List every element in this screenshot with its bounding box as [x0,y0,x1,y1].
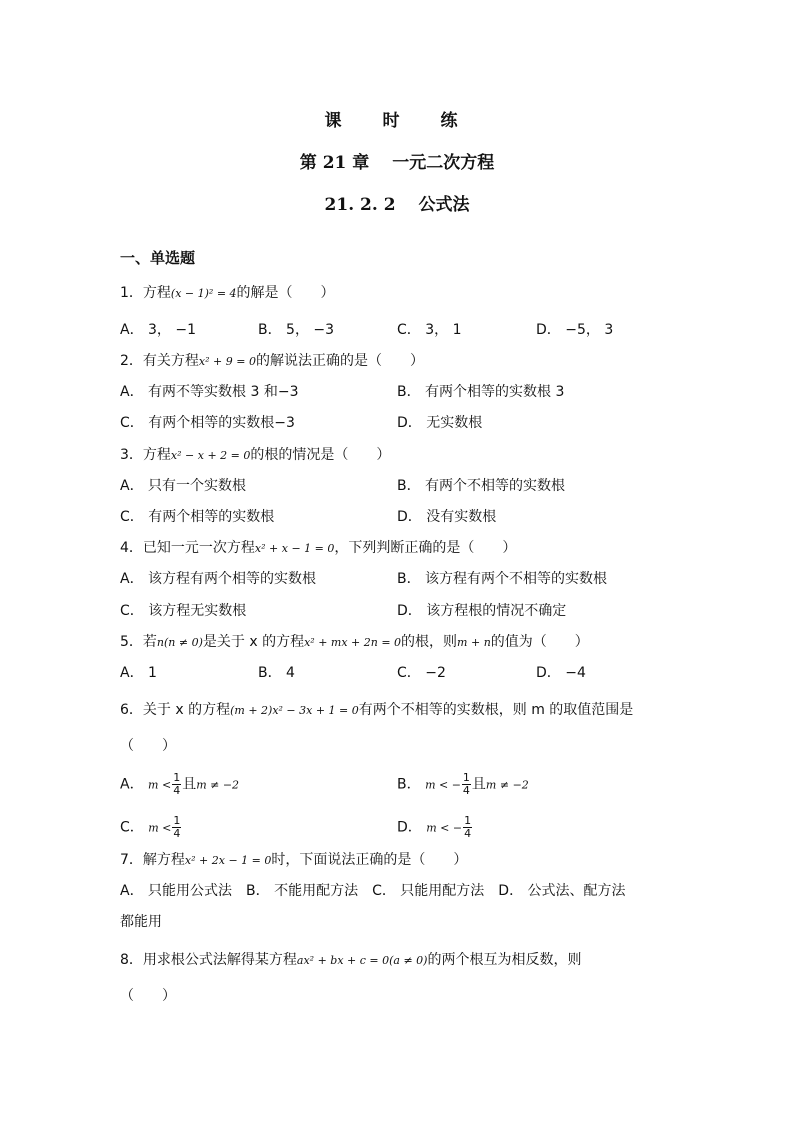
question-5-stem: 5．若n(n ≠ 0)是关于 x 的方程x² + mx + 2n = 0的根，则m + n的值为（ ） [120,634,589,650]
question-6-option-d[interactable]: D． m < − $\frac{1}{4}$ [397,814,472,840]
worksheet-title: 课 时 练 [324,111,470,131]
question-1-option-d[interactable]: D． −5， 3 [536,322,614,338]
question-4-stem: 4．已知一元一次方程x² + x − 1 = 0，下列判断正确的是（ ） [120,540,517,556]
question-8-stem-bracket: （ ） [120,988,176,1004]
question-2-option-a[interactable]: A． 有两不等实数根 3 和−3 [120,384,299,400]
question-3-option-c[interactable]: C． 有两个相等的实数根 [120,509,275,525]
question-5-option-d[interactable]: D． −4 [536,665,586,681]
fraction: $\frac{1}{4}$ [173,814,181,840]
section-heading: 一、单选题 [120,249,196,267]
fraction: $\frac{1}{4}$ [173,771,181,797]
question-5-option-a[interactable]: A． 1 [120,665,157,681]
question-1-option-b[interactable]: B． 5， −3 [258,322,335,338]
question-1-option-a[interactable]: A． 3， −1 [120,322,197,338]
question-7-options-continued: 都能用 [120,914,162,930]
chapter-title: 第 21 章 一元二次方程 [299,153,495,173]
question-2-option-d[interactable]: D． 无实数根 [397,415,483,431]
question-1-stem: 1．方程(x − 1)² = 4的解是（ ） [120,285,335,301]
question-4-option-b[interactable]: B． 该方程有两个不相等的实数根 [397,571,608,587]
question-2-stem: 2．有关方程x² + 9 = 0的解说法正确的是（ ） [120,353,424,369]
fraction: $\frac{1}{4}$ [464,814,472,840]
section-title: 21. 2. 2 公式法 [324,195,470,215]
question-6-option-c[interactable]: C． m < $\frac{1}{4}$ [120,814,181,840]
question-6-option-a[interactable]: A． m < $\frac{1}{4}$ 且m ≠ −2 [120,771,240,797]
fraction: $\frac{1}{4}$ [462,771,470,797]
question-6-stem: 6．关于 x 的方程(m + 2)x² − 3x + 1 = 0有两个不相等的实数根，则 m 的取值范围是 [120,702,634,718]
question-8-stem: 8．用求根公式法解得某方程ax² + bx + c = 0(a ≠ 0)的两个根互为相反数，则 [120,952,582,968]
question-6-stem-bracket: （ ） [120,738,176,754]
question-3-option-a[interactable]: A． 只有一个实数根 [120,478,247,494]
question-5-option-c[interactable]: C． −2 [397,665,446,681]
question-7-options[interactable]: A． 只能用公式法 B． 不能用配方法 C． 只能用配方法 D． 公式法、配方法 [120,883,626,899]
question-2-option-c[interactable]: C． 有两个相等的实数根−3 [120,415,295,431]
question-4-option-d[interactable]: D． 该方程根的情况不确定 [397,603,567,619]
question-5-option-b[interactable]: B． 4 [258,665,295,681]
question-1-option-c[interactable]: C． 3， 1 [397,322,462,338]
question-4-option-c[interactable]: C． 该方程无实数根 [120,603,247,619]
question-7-stem: 7．解方程x² + 2x − 1 = 0时，下面说法正确的是（ ） [120,852,468,868]
question-3-option-d[interactable]: D． 没有实数根 [397,509,497,525]
question-6-option-b[interactable]: B． m < − $\frac{1}{4}$ 且m ≠ −2 [397,771,529,797]
question-3-stem: 3．方程x² − x + 2 = 0的根的情况是（ ） [120,447,391,463]
question-4-option-a[interactable]: A． 该方程有两个相等的实数根 [120,571,317,587]
question-2-option-b[interactable]: B． 有两个相等的实数根 3 [397,384,565,400]
question-3-option-b[interactable]: B． 有两个不相等的实数根 [397,478,566,494]
